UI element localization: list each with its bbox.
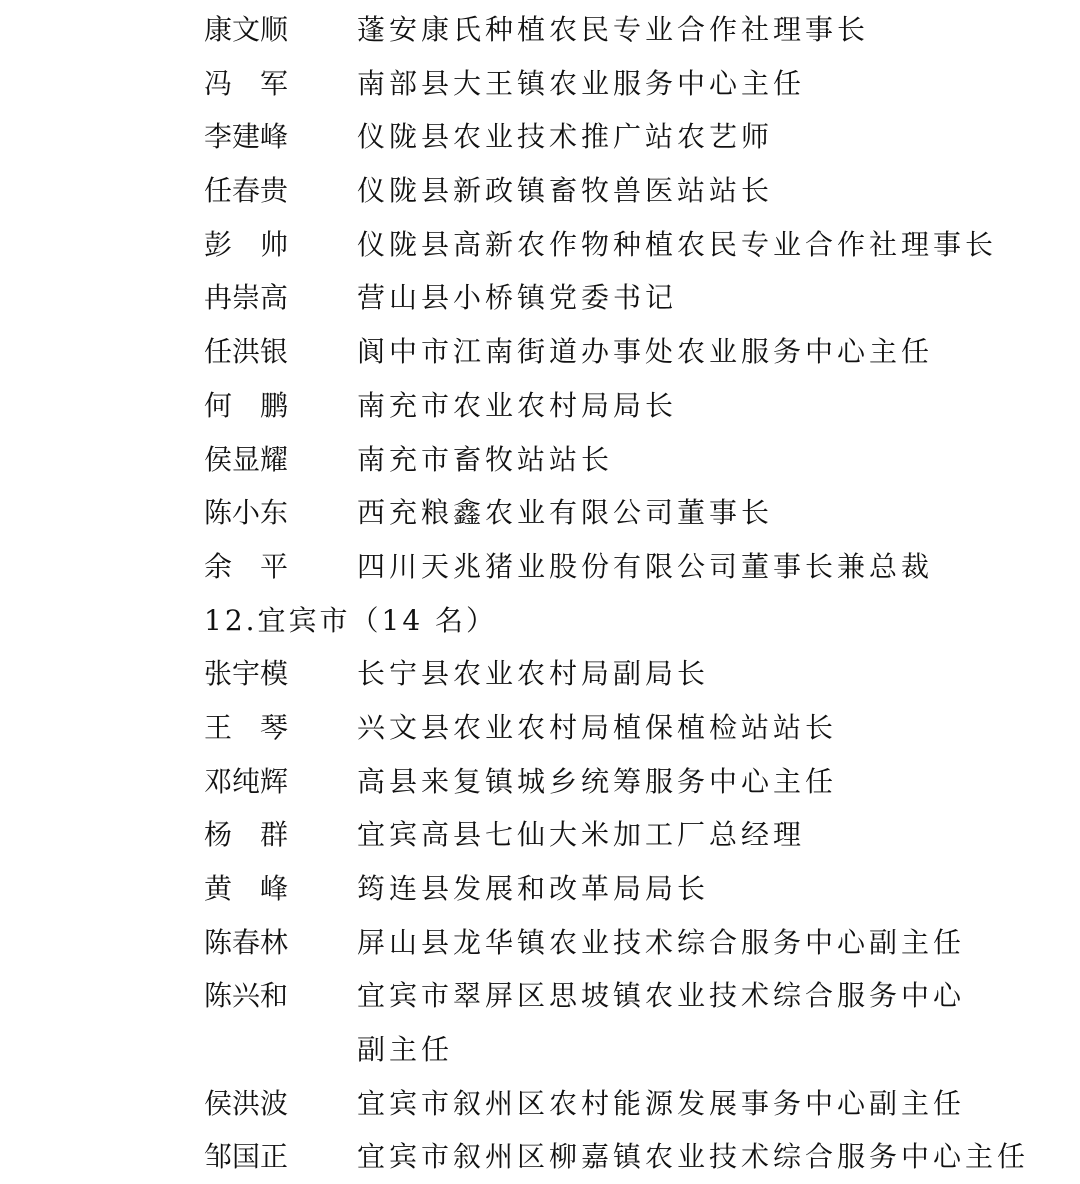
person-role: 营山县小桥镇党委书记 (357, 281, 678, 315)
list-item (0, 57, 1080, 111)
person-name: 冯 军 (204, 66, 289, 100)
list-item (0, 110, 1080, 164)
person-role: 仪陇县新政镇畜牧兽医站站长 (357, 174, 774, 208)
list-item (0, 271, 1080, 325)
person-name: 任洪银 (204, 335, 289, 369)
list-item (0, 969, 1080, 1023)
list-item-continuation (0, 1023, 1080, 1077)
person-role: 屏山县龙华镇农业技术综合服务中心副主任 (357, 925, 966, 959)
person-role: 长宁县农业农村局副局长 (357, 657, 710, 691)
person-name: 李建峰 (204, 120, 289, 154)
person-name: 彭 帅 (204, 227, 289, 261)
person-role: 四川天兆猪业股份有限公司董事长兼总裁 (357, 549, 934, 583)
person-name: 陈兴和 (204, 979, 289, 1013)
person-role: 南充市畜牧站站长 (357, 442, 614, 476)
person-name: 康文顺 (204, 13, 289, 46)
list-item (0, 3, 1080, 57)
list-item (0, 701, 1080, 755)
person-name: 陈小东 (204, 496, 289, 530)
person-role: 宜宾市叙州区柳嘉镇农业技术综合服务中心主任 (357, 1140, 1030, 1174)
person-name: 邓纯辉 (204, 764, 289, 798)
section-heading: 12.宜宾市（14 名） (204, 603, 498, 637)
person-name: 张宇模 (204, 657, 289, 691)
person-role: 蓬安康氏种植农民专业合作社理事长 (357, 13, 870, 46)
list-item (0, 486, 1080, 540)
person-role: 兴文县农业农村局植保植检站站长 (357, 710, 838, 744)
person-name: 黄 峰 (204, 872, 289, 905)
person-role: 南部县大王镇农业服务中心主任 (357, 66, 806, 100)
person-name: 冉崇高 (204, 281, 289, 315)
list-item (0, 808, 1080, 862)
person-name: 杨 群 (204, 818, 289, 852)
list-item (0, 1077, 1080, 1131)
person-role: 宜宾市翠屏区思坡镇农业技术综合服务中心 (357, 979, 966, 1013)
list-item (0, 325, 1080, 379)
person-role-continuation: 副主任 (357, 1033, 454, 1067)
document-page (0, 3, 1080, 1184)
person-role: 南充市农业农村局局长 (357, 388, 678, 422)
person-name: 何 鹏 (204, 388, 289, 422)
person-role: 仪陇县高新农作物种植农民专业合作社理事长 (357, 227, 998, 261)
list-item (0, 433, 1080, 487)
person-role: 宜宾市叙州区农村能源发展事务中心副主任 (357, 1086, 966, 1120)
list-item (0, 916, 1080, 970)
person-name: 陈春林 (204, 925, 289, 959)
person-name: 邹国正 (204, 1140, 289, 1174)
person-role: 仪陇县农业技术推广站农艺师 (357, 120, 774, 154)
person-name: 侯洪波 (204, 1086, 289, 1120)
person-role: 西充粮鑫农业有限公司董事长 (357, 496, 774, 530)
list-item (0, 164, 1080, 218)
list-item (0, 1130, 1080, 1184)
person-name: 任春贵 (204, 174, 289, 208)
person-role: 阆中市江南街道办事处农业服务中心主任 (357, 335, 934, 369)
person-name: 王 琴 (204, 710, 289, 744)
list-item (0, 218, 1080, 272)
person-name: 余 平 (204, 549, 289, 583)
list-item (0, 540, 1080, 594)
list-item (0, 755, 1080, 809)
person-name: 侯显耀 (204, 442, 289, 476)
list-item (0, 862, 1080, 916)
person-role: 宜宾高县七仙大米加工厂总经理 (357, 818, 806, 852)
person-role: 筠连县发展和改革局局长 (357, 872, 710, 905)
section-heading-row (0, 594, 1080, 648)
person-role: 高县来复镇城乡统筹服务中心主任 (357, 764, 838, 798)
list-item (0, 647, 1080, 701)
list-item (0, 379, 1080, 433)
